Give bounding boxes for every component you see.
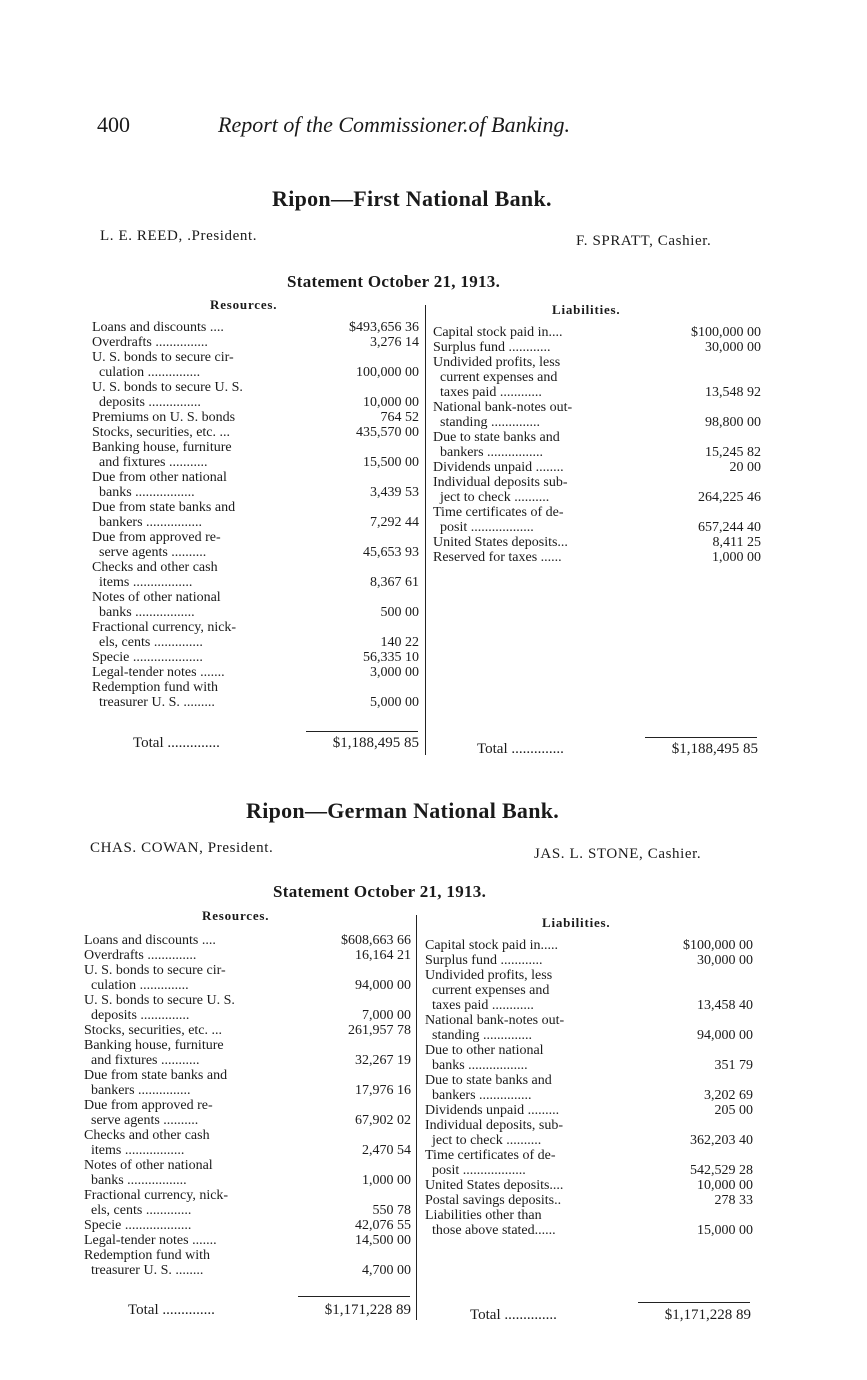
ledger-row [425, 1133, 753, 1148]
ledger-row [433, 325, 761, 340]
ledger-row [425, 1073, 753, 1088]
ledger-item-label: Notes of other national [92, 590, 221, 605]
ledger-row [92, 575, 419, 590]
ledger-item-label: Redemption fund with [92, 680, 218, 695]
ledger-row [92, 455, 419, 470]
ledger-item-label: culation ............... [92, 365, 201, 380]
page-number: 400 [97, 112, 130, 137]
ledger-item-amount: 98,800 00 [705, 415, 761, 430]
ledger-item-label: and fixtures ........... [92, 455, 208, 470]
ledger-item-label: Specie .................... [92, 650, 203, 665]
ledger-item-amount: 15,500 00 [363, 455, 419, 470]
ledger-item-amount: 15,000 00 [697, 1223, 753, 1238]
ledger-item-label: Checks and other cash [92, 560, 218, 575]
bank1-resources-total-rule [306, 731, 418, 732]
ledger-item-label: Due to other national [425, 1043, 544, 1058]
ledger-row [92, 440, 419, 455]
ledger-item-label: bankers ................ [433, 445, 544, 460]
total-amount: $1,171,228 89 [324, 1302, 411, 1318]
ledger-item-amount: 10,000 00 [363, 395, 419, 410]
ledger-item-amount: 3,276 14 [370, 335, 419, 350]
ledger-item-amount: 362,203 40 [690, 1133, 753, 1148]
ledger-item-amount: 5,000 00 [370, 695, 419, 710]
ledger-row [84, 1053, 411, 1068]
ledger-row [425, 1043, 753, 1058]
ledger-item-amount: 7,292 44 [370, 515, 419, 530]
ledger-row [84, 1113, 411, 1128]
ledger-item-label: serve agents .......... [84, 1113, 199, 1128]
ledger-item-amount: 278 33 [714, 1193, 753, 1208]
ledger-item-amount: 8,411 25 [712, 535, 761, 550]
ledger-item-amount: 542,529 28 [690, 1163, 753, 1178]
ledger-row [84, 978, 411, 993]
ledger-row [425, 983, 753, 998]
ledger-item-label: Undivided profits, less [425, 968, 553, 983]
ledger-item-amount: 7,000 00 [362, 1008, 411, 1023]
ledger-row [84, 1188, 411, 1203]
ledger-row [84, 1083, 411, 1098]
ledger-row [425, 1193, 753, 1208]
ledger-row [84, 1038, 411, 1053]
total-label: Total .............. [477, 741, 564, 757]
ledger-row [84, 1008, 411, 1023]
ledger-row [84, 1263, 411, 1278]
ledger-item-label: Fractional currency, nick- [84, 1188, 229, 1203]
bank1-resources-heading: Resources. [210, 297, 278, 312]
ledger-row [92, 650, 419, 665]
ledger-row [433, 490, 761, 505]
ledger-item-amount: 45,653 93 [363, 545, 419, 560]
ledger-item-amount: 20 00 [729, 460, 761, 475]
ledger-item-label: banks ................. [425, 1058, 528, 1073]
bank2-resources-total [128, 1303, 411, 1318]
bank1-liabilities-total-rule [645, 737, 757, 738]
ledger-row [433, 460, 761, 475]
ledger-item-amount: 42,076 55 [355, 1218, 411, 1233]
ledger-item-amount: 3,000 00 [370, 665, 419, 680]
bank2-liabilities-total [470, 1308, 751, 1323]
ledger-item-amount: $100,000 00 [691, 325, 761, 340]
ledger-item-label: Legal-tender notes ....... [92, 665, 225, 680]
ledger-row [425, 1118, 753, 1133]
ledger-item-amount: 764 52 [380, 410, 419, 425]
ledger-item-label: current expenses and [425, 983, 550, 998]
ledger-row [92, 620, 419, 635]
ledger-item-label: Checks and other cash [84, 1128, 210, 1143]
ledger-item-amount: 56,335 10 [363, 650, 419, 665]
ledger-item-label: banks ................. [84, 1173, 187, 1188]
bank1-cashier: F. SPRATT, Cashier. [576, 233, 712, 249]
ledger-item-amount: $493,656 36 [349, 320, 419, 335]
ledger-row [84, 1173, 411, 1188]
ledger-item-label: Premiums on U. S. bonds [92, 410, 236, 425]
ledger-item-label: Due from state banks and [84, 1068, 228, 1083]
ledger-row [433, 430, 761, 445]
ledger-row [92, 410, 419, 425]
ledger-item-label: Capital stock paid in.... [433, 325, 563, 340]
ledger-item-label: Legal-tender notes ....... [84, 1233, 217, 1248]
ledger-row [92, 485, 419, 500]
ledger-item-label: Capital stock paid in..... [425, 938, 558, 953]
ledger-item-label: taxes paid ............ [433, 385, 542, 400]
ledger-row [433, 415, 761, 430]
ledger-item-amount: $608,663 66 [341, 933, 411, 948]
total-label: Total .............. [128, 1302, 215, 1318]
ledger-item-amount: 140 22 [380, 635, 419, 650]
ledger-row [433, 340, 761, 355]
bank2-cashier: JAS. L. STONE, Cashier. [534, 846, 702, 862]
ledger-item-label: els, cents ............. [84, 1203, 192, 1218]
ledger-item-amount: 657,244 40 [698, 520, 761, 535]
ledger-row [84, 993, 411, 1008]
bank2-resources-heading: Resources. [202, 908, 270, 923]
ledger-item-label: taxes paid ............ [425, 998, 534, 1013]
ledger-row [84, 1098, 411, 1113]
total-amount: $1,188,495 85 [332, 735, 419, 751]
ledger-item-amount: 205 00 [714, 1103, 753, 1118]
ledger-item-label: Redemption fund with [84, 1248, 210, 1263]
ledger-item-amount: 550 78 [372, 1203, 411, 1218]
ledger-row [433, 370, 761, 385]
ledger-item-amount: 8,367 61 [370, 575, 419, 590]
ledger-item-label: Overdrafts ............... [92, 335, 208, 350]
ledger-item-label: U. S. bonds to secure cir- [92, 350, 234, 365]
ledger-item-amount: 264,225 46 [698, 490, 761, 505]
bank2-liabilities-heading: Liabilities. [542, 915, 611, 930]
ledger-item-label: serve agents .......... [92, 545, 207, 560]
ledger-row [433, 535, 761, 550]
ledger-item-label: and fixtures ........... [84, 1053, 200, 1068]
ledger-row [425, 1163, 753, 1178]
bank1-liabilities-list [433, 325, 761, 565]
ledger-row [92, 380, 419, 395]
ledger-item-amount: 30,000 00 [697, 953, 753, 968]
ledger-row [92, 635, 419, 650]
bank1-liabilities-heading: Liabilities. [552, 302, 621, 317]
total-label: Total .............. [470, 1307, 557, 1323]
ledger-item-label: United States deposits... [433, 535, 568, 550]
ledger-row [433, 550, 761, 565]
ledger-item-label: Individual deposits sub- [433, 475, 568, 490]
ledger-item-amount: 261,957 78 [348, 1023, 411, 1038]
ledger-row [425, 1178, 753, 1193]
bank2-president: CHAS. COWAN, President. [90, 840, 274, 856]
ledger-row [425, 1148, 753, 1163]
ledger-item-label: U. S. bonds to secure U. S. [92, 380, 243, 395]
total-amount: $1,188,495 85 [671, 741, 758, 757]
ledger-row [92, 560, 419, 575]
ledger-row [84, 933, 411, 948]
ledger-item-amount: 13,458 40 [697, 998, 753, 1013]
ledger-row [425, 1013, 753, 1028]
ledger-row [425, 998, 753, 1013]
ledger-row [92, 425, 419, 440]
ledger-row [425, 1223, 753, 1238]
ledger-item-label: Loans and discounts .... [84, 933, 216, 948]
ledger-row [92, 515, 419, 530]
ledger-item-label: United States deposits.... [425, 1178, 564, 1193]
ledger-row [433, 520, 761, 535]
ledger-item-label: standing .............. [425, 1028, 532, 1043]
ledger-item-amount: 15,245 82 [705, 445, 761, 460]
ledger-item-label: Time certificates of de- [425, 1148, 556, 1163]
ledger-row [84, 1233, 411, 1248]
ledger-item-label: deposits ............... [92, 395, 201, 410]
ledger-item-label: Due from approved re- [84, 1098, 213, 1113]
ledger-row [92, 605, 419, 620]
ledger-item-label: Stocks, securities, etc. ... [84, 1023, 223, 1038]
ledger-item-label: culation .............. [84, 978, 189, 993]
ledger-row [433, 505, 761, 520]
ledger-row [425, 938, 753, 953]
ledger-item-label: bankers ............... [84, 1083, 191, 1098]
ledger-row [84, 948, 411, 963]
ledger-item-label: Fractional currency, nick- [92, 620, 237, 635]
ledger-row [433, 355, 761, 370]
bank1-column-divider [425, 305, 426, 755]
ledger-item-amount: 17,976 16 [355, 1083, 411, 1098]
ledger-item-amount: 13,548 92 [705, 385, 761, 400]
ledger-item-amount: 3,439 53 [370, 485, 419, 500]
ledger-row [433, 475, 761, 490]
ledger-item-label: National bank-notes out- [425, 1013, 565, 1028]
ledger-row [92, 500, 419, 515]
ledger-item-amount: 94,000 00 [697, 1028, 753, 1043]
ledger-item-label: Due from other national [92, 470, 227, 485]
ledger-item-label: Due from state banks and [92, 500, 236, 515]
ledger-item-label: banks ................. [92, 485, 195, 500]
ledger-item-label: Dividends unpaid ........ [433, 460, 564, 475]
ledger-row [92, 680, 419, 695]
bank1-resources-list [92, 320, 419, 710]
ledger-item-label: Banking house, furniture [84, 1038, 224, 1053]
ledger-item-label: treasurer U. S. ........ [84, 1263, 204, 1278]
ledger-row [84, 1158, 411, 1173]
ledger-item-label: standing .............. [433, 415, 540, 430]
bank1-president: L. E. REED, .President. [100, 228, 258, 244]
ledger-item-label: Banking house, furniture [92, 440, 232, 455]
ledger-row [84, 963, 411, 978]
ledger-row [84, 1218, 411, 1233]
bank1-statement-date: Statement October 21, 1913. [287, 272, 501, 291]
ledger-item-label: Time certificates of de- [433, 505, 564, 520]
total-label: Total .............. [133, 735, 220, 751]
bank1-liabilities-total [477, 742, 758, 757]
ledger-item-label: Surplus fund ............ [433, 340, 551, 355]
ledger-row [433, 385, 761, 400]
ledger-row [425, 968, 753, 983]
ledger-item-label: Reserved for taxes ...... [433, 550, 562, 565]
total-amount: $1,171,228 89 [664, 1307, 751, 1323]
ledger-item-label: banks ................. [92, 605, 195, 620]
ledger-row [92, 320, 419, 335]
ledger-item-amount: 4,700 00 [362, 1263, 411, 1278]
ledger-item-amount: 94,000 00 [355, 978, 411, 993]
ledger-item-label: posit .................. [425, 1163, 526, 1178]
ledger-row [92, 665, 419, 680]
ledger-row [433, 445, 761, 460]
ledger-item-label: els, cents .............. [92, 635, 203, 650]
ledger-item-amount: 67,902 02 [355, 1113, 411, 1128]
ledger-item-label: Postal savings deposits.. [425, 1193, 562, 1208]
ledger-item-label: Dividends unpaid ......... [425, 1103, 560, 1118]
ledger-item-amount: 14,500 00 [355, 1233, 411, 1248]
ledger-item-label: National bank-notes out- [433, 400, 573, 415]
ledger-item-label: Notes of other national [84, 1158, 213, 1173]
ledger-row [425, 1028, 753, 1043]
ledger-item-amount: 1,000 00 [712, 550, 761, 565]
ledger-row [425, 1088, 753, 1103]
ledger-row [84, 1143, 411, 1158]
ledger-item-label: Individual deposits, sub- [425, 1118, 564, 1133]
ledger-row [92, 350, 419, 365]
ledger-row [84, 1068, 411, 1083]
ledger-item-label: Overdrafts .............. [84, 948, 197, 963]
ledger-row [433, 400, 761, 415]
ledger-item-amount: 30,000 00 [705, 340, 761, 355]
ledger-item-label: treasurer U. S. ......... [92, 695, 215, 710]
ledger-item-amount: 351 79 [714, 1058, 753, 1073]
ledger-row [92, 590, 419, 605]
ledger-row [92, 530, 419, 545]
ledger-item-label: items ................. [92, 575, 193, 590]
ledger-item-label: deposits .............. [84, 1008, 190, 1023]
bank2-statement-date: Statement October 21, 1913. [273, 882, 487, 901]
ledger-item-amount: 10,000 00 [697, 1178, 753, 1193]
ledger-item-label: Loans and discounts .... [92, 320, 224, 335]
ledger-row [84, 1023, 411, 1038]
bank2-liabilities-total-rule [638, 1302, 750, 1303]
ledger-item-label: current expenses and [433, 370, 558, 385]
ledger-item-amount: 435,570 00 [356, 425, 419, 440]
ledger-row [84, 1128, 411, 1143]
ledger-row [92, 545, 419, 560]
ledger-item-label: Surplus fund ............ [425, 953, 543, 968]
ledger-item-label: ject to check .......... [425, 1133, 542, 1148]
ledger-item-label: Due to state banks and [433, 430, 560, 445]
ledger-item-amount: 3,202 69 [704, 1088, 753, 1103]
bank2-title: Ripon—German National Bank. [246, 798, 560, 823]
ledger-row [425, 1103, 753, 1118]
running-title: Report of the Commissioner.of Banking. [218, 112, 570, 137]
bank1-title: Ripon—First National Bank. [272, 186, 552, 211]
ledger-item-amount: 500 00 [380, 605, 419, 620]
ledger-item-amount: 16,164 21 [355, 948, 411, 963]
ledger-row [425, 1058, 753, 1073]
ledger-item-label: Due from approved re- [92, 530, 221, 545]
ledger-row [84, 1203, 411, 1218]
ledger-row [92, 470, 419, 485]
ledger-row [84, 1248, 411, 1263]
ledger-item-label: Due to state banks and [425, 1073, 552, 1088]
bank2-resources-list [84, 933, 411, 1278]
ledger-item-label: items ................. [84, 1143, 185, 1158]
ledger-row [92, 335, 419, 350]
ledger-row [425, 1208, 753, 1223]
ledger-row [92, 365, 419, 380]
ledger-item-label: those above stated...... [425, 1223, 556, 1238]
ledger-item-amount: $100,000 00 [683, 938, 753, 953]
bank2-column-divider [416, 915, 417, 1320]
ledger-item-label: Stocks, securities, etc. ... [92, 425, 231, 440]
ledger-item-label: Liabilities other than [425, 1208, 542, 1223]
bank2-resources-total-rule [298, 1296, 410, 1297]
ledger-item-label: Undivided profits, less [433, 355, 561, 370]
ledger-item-amount: 2,470 54 [362, 1143, 411, 1158]
ledger-row [425, 953, 753, 968]
ledger-item-label: posit .................. [433, 520, 534, 535]
ledger-item-label: Specie ................... [84, 1218, 192, 1233]
ledger-row [92, 695, 419, 710]
ledger-item-label: U. S. bonds to secure cir- [84, 963, 226, 978]
bank1-resources-total [133, 736, 419, 751]
ledger-item-amount: 100,000 00 [356, 365, 419, 380]
ledger-row [92, 395, 419, 410]
ledger-item-amount: 32,267 19 [355, 1053, 411, 1068]
ledger-item-label: ject to check .......... [433, 490, 550, 505]
ledger-item-label: bankers ............... [425, 1088, 532, 1103]
ledger-item-label: U. S. bonds to secure U. S. [84, 993, 235, 1008]
ledger-item-label: bankers ................ [92, 515, 203, 530]
ledger-item-amount: 1,000 00 [362, 1173, 411, 1188]
bank2-liabilities-list [425, 938, 753, 1238]
